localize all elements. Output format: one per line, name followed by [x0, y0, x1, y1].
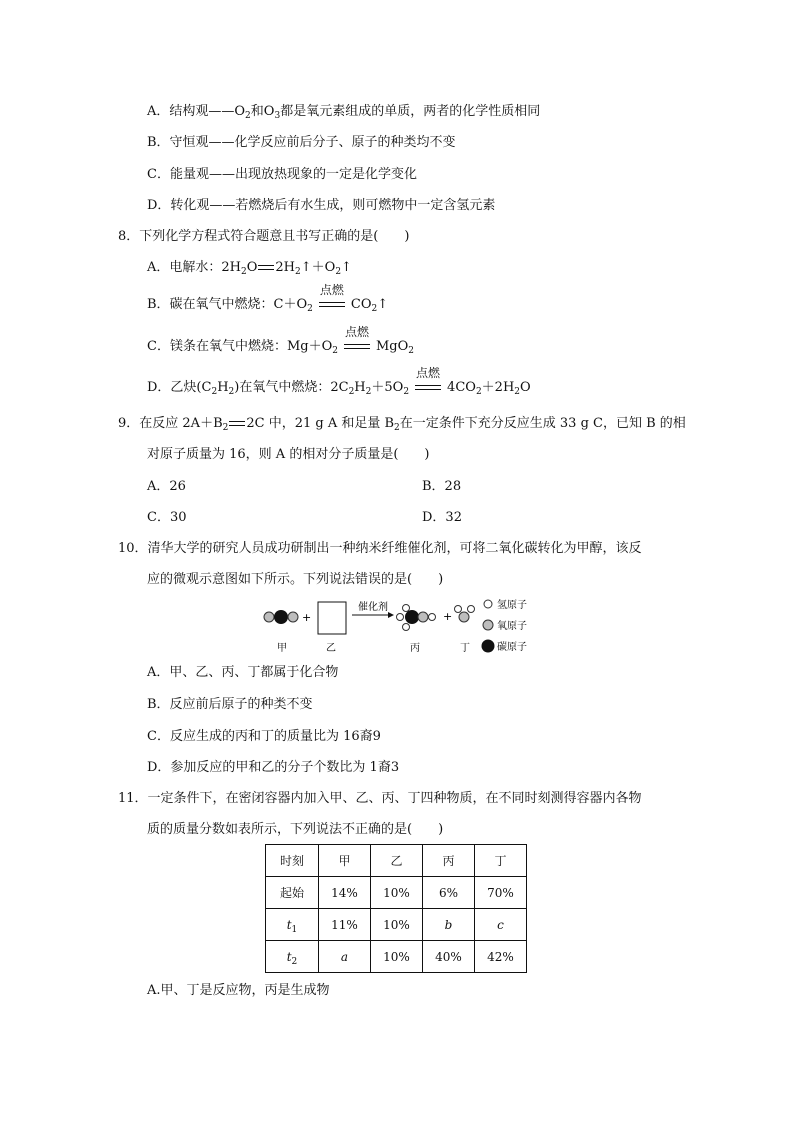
molecule-ding [455, 606, 475, 623]
table-header-row [266, 845, 527, 877]
table-header-cell: 时刻 [266, 845, 319, 877]
table-row [266, 941, 527, 973]
molecule-jia [264, 610, 298, 624]
q10-option-a: A．甲、乙、丙、丁都属于化合物 [147, 665, 339, 680]
table-cell: 70% [475, 877, 527, 909]
equals-sign [229, 421, 245, 426]
catalyst-label: 催化剂 [358, 602, 388, 613]
legend-oxygen-icon [483, 620, 493, 630]
legend-carbon-label: 碳原子 [497, 642, 527, 653]
table-cell: 14% [319, 877, 371, 909]
q10-option-b: B．反应前后原子的种类不变 [147, 697, 313, 712]
q9-option-c: C．30 [147, 510, 187, 525]
q8-stem: 8．下列化学方程式符合题意且书写正确的是( ) [118, 229, 410, 244]
q8-option-a: A．电解水：$2H_2O$ $2H_2↑+O_2↑$ [147, 260, 352, 277]
legend-carbon-icon [482, 640, 495, 653]
q9-stem-cont: 对原子质量为 16，则 A 的相对分子质量是( ) [147, 447, 430, 462]
q11-option-a: A.甲、丁是反应物，丙是生成物 [147, 983, 330, 998]
table-cell: 42% [475, 941, 527, 973]
q7-option-b: B．守恒观——化学反应前后分子、原子的种类均不变 [147, 135, 456, 150]
table-cell: 6% [423, 877, 475, 909]
table-cell: b [423, 909, 475, 941]
q7-option-d: D．转化观——若燃烧后有水生成，则可燃物中一定含氢元素 [147, 198, 496, 213]
q9-option-b: B．28 [422, 479, 462, 494]
q9-stem: 9．在反应 $2A+B_2$ 2C 中，21 g A 和足量 $B_2$在一定条件下充分反应生成 33 g C，已知 B 的相 [118, 416, 686, 433]
q10-option-d: D．参加反应的甲和乙的分子个数比为 1裔3 [147, 760, 400, 775]
q11-stem-cont: 质的质量分数如表所示，下列说法不正确的是( ) [147, 822, 444, 837]
q10-stem-cont: 应的微观示意图如下所示。下列说法错误的是( ) [147, 572, 444, 587]
label-yi: 乙 [326, 643, 336, 654]
label-jia: 甲 [277, 643, 287, 654]
q9-option-d: D．32 [422, 510, 462, 525]
table-cell: $t_1$ [266, 909, 319, 941]
molecule-bing [397, 605, 436, 631]
table-header-cell: 丙 [423, 845, 475, 877]
mass-fraction-table [265, 844, 527, 973]
box-yi [318, 602, 346, 634]
table-cell: 40% [423, 941, 475, 973]
q7-option-c: C．能量观——出现放热现象的一定是化学变化 [147, 167, 417, 182]
table-cell: 起始 [266, 877, 319, 909]
table-row [266, 877, 527, 909]
equals-sign [258, 265, 274, 270]
q10-option-c: C．反应生成的丙和丁的质量比为 16裔9 [147, 729, 381, 744]
reaction-condition: 点燃 [319, 296, 345, 314]
table-header-cell: 丁 [475, 845, 527, 877]
q8-option-b: B．碳在氧气中燃烧：$C+O_2$ 点燃 $CO_2↑$ [147, 283, 389, 314]
q8-option-d: D．乙炔$(C_2H_2)$在氧气中燃烧：$2C_2H_2+5O_2$ 点燃 $4CO_2+2H_2O$ [147, 366, 531, 397]
table-header-cell: 甲 [319, 845, 371, 877]
table-cell: a [319, 941, 371, 973]
legend-hydrogen-icon [484, 600, 492, 608]
reaction-condition: 点燃 [344, 338, 370, 356]
table-cell: 10% [371, 941, 423, 973]
q9-option-a: A．26 [147, 479, 186, 494]
plus-sign: + [443, 610, 453, 623]
label-ding: 丁 [460, 643, 470, 654]
q7-option-a: A．结构观$——O_2$和$O_3$都是氧元素组成的单质，两者的化学性质相同 [147, 104, 541, 121]
label-bing: 丙 [410, 643, 420, 654]
table-row [266, 909, 527, 941]
table-header-cell: 乙 [371, 845, 423, 877]
legend-oxygen-label: 氧原子 [497, 621, 527, 632]
plus-sign: + [302, 611, 312, 624]
table-cell: $t_2$ [266, 941, 319, 973]
table-cell: 11% [319, 909, 371, 941]
table-cell: 10% [371, 909, 423, 941]
reaction-condition: 点燃 [415, 379, 441, 397]
table-cell: 10% [371, 877, 423, 909]
q11-stem: 11．一定条件下，在密闭容器内加入甲、乙、丙、丁四种物质，在不同时刻测得容器内各物 [118, 791, 642, 806]
q8-option-c: C．镁条在氧气中燃烧：$Mg+O_2$ 点燃 MgO$_2$ [147, 325, 415, 356]
reaction-diagram [260, 596, 540, 658]
arrow-head [388, 612, 394, 618]
table-cell: c [475, 909, 527, 941]
legend-hydrogen-label: 氢原子 [497, 600, 527, 611]
q10-stem: 10．清华大学的研究人员成功研制出一种纳米纤维催化剂，可将二氧化碳转化为甲醇，该反 [118, 541, 642, 556]
